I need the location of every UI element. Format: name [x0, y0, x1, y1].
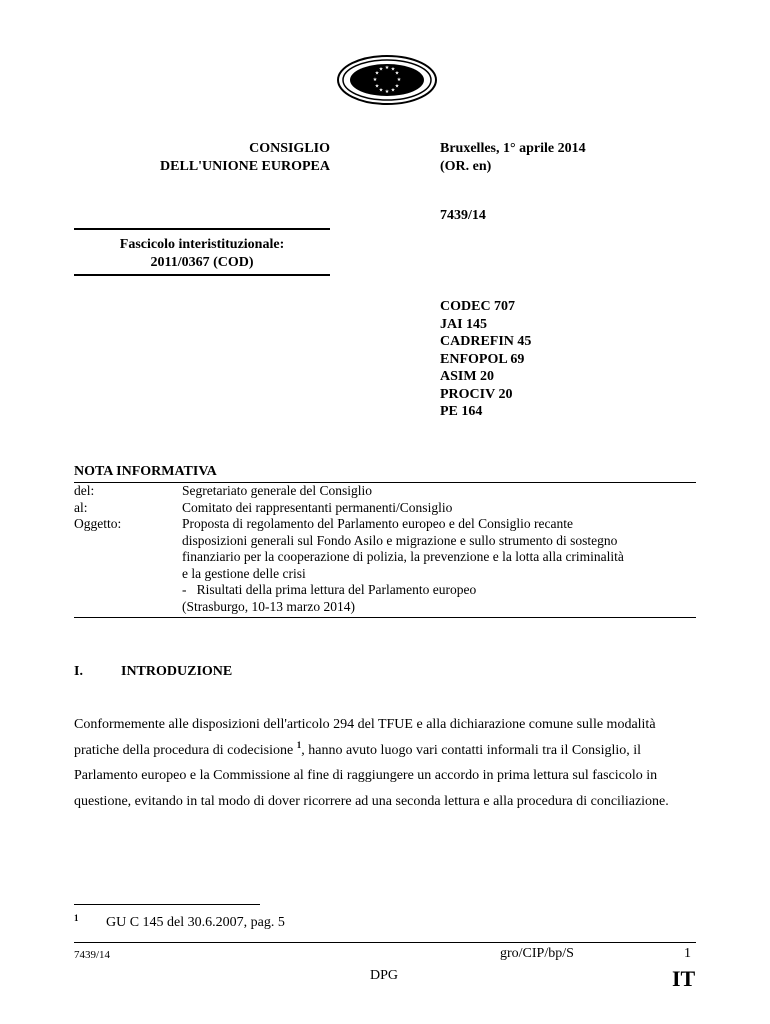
eu-council-emblem-icon	[337, 52, 437, 108]
footer-dg: DPG	[370, 968, 399, 983]
subject-line: e la gestione delle crisi	[182, 565, 306, 581]
footnote-separator	[74, 904, 260, 905]
place-date-block	[440, 140, 586, 176]
fascicolo-bottom-rule	[74, 274, 330, 276]
footer-initials: gro/CIP/bp/S	[500, 946, 574, 961]
code-item: PE 164	[440, 404, 483, 419]
nota-subject	[182, 516, 696, 615]
nota-bottom-rule	[74, 617, 696, 618]
institution-line-1: CONSIGLIO	[249, 141, 330, 156]
section-title: INTRODUZIONE	[121, 664, 233, 679]
institution-name	[100, 140, 330, 176]
nota-label: del:	[74, 483, 95, 498]
svg-text:★: ★	[384, 89, 390, 95]
language-code: IT	[672, 966, 696, 991]
page-number: 1	[684, 946, 691, 961]
body-text-part: Conformemente alle disposizioni dell'articolo 294 del TFUE e alla dichiarazione comune sulle modalità pratiche della procedura di codecisione	[74, 717, 656, 758]
svg-text:★: ★	[378, 87, 384, 94]
fascicolo-number: 2011/0367 (COD)	[150, 255, 254, 270]
subject-line: finanziario per la cooperazione di polizia, la prevenzione e la lotta alla criminalità	[182, 549, 624, 564]
subject-line: (Strasburgo, 10-13 marzo 2014)	[182, 598, 355, 614]
footnote-reference[interactable]: 1	[296, 739, 302, 750]
nota-label: al:	[74, 499, 88, 515]
nota-row-to	[74, 500, 696, 517]
svg-text:★: ★	[394, 83, 400, 90]
nota-row-from	[74, 483, 696, 500]
svg-text:★: ★	[396, 77, 402, 83]
code-item: JAI 145	[440, 316, 488, 332]
svg-text:★: ★	[372, 77, 378, 83]
code-item: CADREFIN 45	[440, 334, 532, 349]
svg-text:★: ★	[384, 65, 390, 71]
subject-line: disposizioni generali sul Fondo Asilo e migrazione e sullo strumento di sostegno	[182, 532, 618, 548]
body-paragraph	[74, 712, 704, 814]
nota-title: NOTA INFORMATIVA	[74, 464, 217, 479]
footnote-text: GU C 145 del 30.6.2007, pag. 5	[106, 915, 285, 930]
svg-text:★: ★	[378, 66, 384, 73]
subject-line: - Risultati della prima lettura del Parlamento europeo	[182, 582, 477, 597]
svg-text:★: ★	[390, 87, 396, 94]
svg-text:★: ★	[374, 83, 380, 90]
code-item: CODEC 707	[440, 299, 516, 314]
body-text-part: , hanno avuto luogo vari contatti informali tra il Consiglio, il Parlamento europeo e la Commissione al fine di raggiungere un accordo in prima lettura sul fascicolo in questione, evitando in tal modo di dover ricorrere ad una seconda lettura e alla procedura di conciliazione.	[74, 742, 669, 809]
nota-table	[74, 483, 696, 615]
footer-doc-ref: 7439/14	[74, 949, 111, 961]
nota-row-subject	[74, 516, 696, 615]
fascicolo-block	[74, 236, 330, 272]
section-number: I.	[74, 664, 83, 679]
fascicolo-top-rule	[74, 228, 330, 230]
code-item: ASIM 20	[440, 369, 495, 384]
nota-label: Oggetto:	[74, 516, 122, 531]
document-number: 7439/14	[440, 208, 486, 223]
svg-text:★: ★	[394, 70, 400, 77]
footnote	[74, 913, 285, 931]
institution-line-2: DELL'UNIONE EUROPEA	[160, 159, 330, 174]
original-language: (OR. en)	[440, 159, 492, 174]
subject-line: Proposta di regolamento del Parlamento europeo e del Consiglio recante	[182, 516, 574, 531]
footer-rule	[74, 942, 696, 943]
document-codes	[440, 298, 531, 421]
nota-value: Comitato dei rappresentanti permanenti/Consiglio	[182, 499, 453, 515]
svg-text:★: ★	[390, 66, 396, 73]
place-date: Bruxelles, 1° aprile 2014	[440, 141, 586, 156]
svg-text:★: ★	[374, 70, 380, 77]
code-item: ENFOPOL 69	[440, 351, 525, 367]
fascicolo-label: Fascicolo interistituzionale:	[119, 237, 285, 252]
section-heading	[74, 664, 232, 680]
code-item: PROCIV 20	[440, 386, 513, 402]
nota-value: Segretariato generale del Consiglio	[182, 483, 373, 498]
footnote-number: 1	[74, 913, 79, 923]
